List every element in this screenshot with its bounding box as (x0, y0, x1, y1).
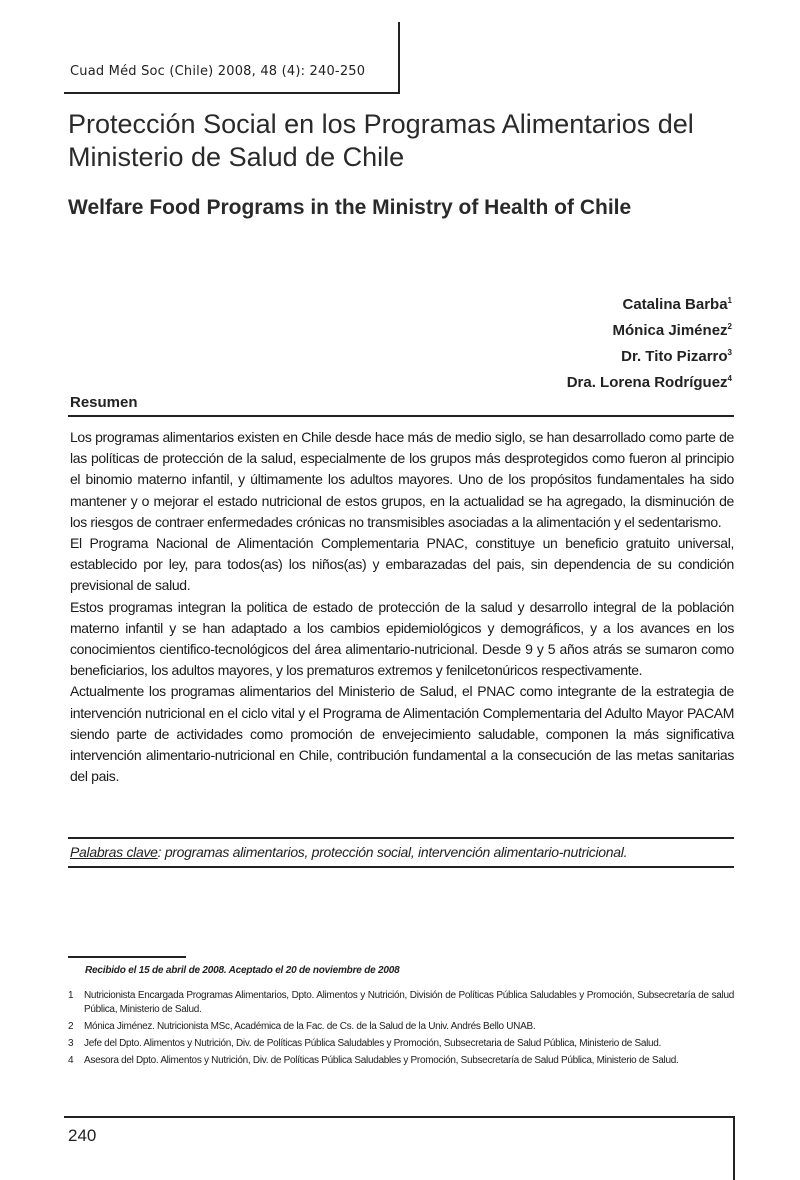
footnote: 4 Asesora del Dpto. Alimentos y Nutrición, Div. de Políticas Pública Saludables y Promoción, Subsecretaría de Salud Pública, Ministerio de Salud. (68, 1055, 679, 1066)
journal-reference: Cuad Méd Soc (Chile) 2008, 48 (4): 240-250 (70, 64, 366, 79)
abstract-bottom-rule (68, 837, 734, 839)
abstract-paragraph: El Programa Nacional de Alimentación Complementaria PNAC, constituye un beneficio gratuito universal, establecido por ley, para todos(as) los niños(as) y embarazadas del pais, sin dependencia de su condición previsional de salud. (70, 535, 734, 594)
abstract-body (70, 427, 734, 787)
footer-horizontal-rule (64, 1116, 734, 1118)
footnote: 3 Jefe del Dpto. Alimentos y Nutrición, Div. de Políticas Pública Saludables y Promoción, Subsecretaria de Salud Pública, Ministerio de Salud. (68, 1038, 662, 1049)
keywords-label: Palabras clave (70, 844, 158, 860)
keywords-text: : programas alimentarios, protección social, intervención alimentario-nutricional. (157, 844, 628, 860)
footnote: 2 Mónica Jiménez. Nutricionista MSc, Académica de la Fac. de Cs. de la Salud de la Univ. Andrés Bello UNAB. (68, 1021, 536, 1032)
footnotes (68, 989, 734, 1071)
author: Catalina Barba$^1$ (622, 296, 732, 313)
article-title-spanish: Protección Social en los Programas Alimentarios del Ministerio de Salud de Chile (68, 109, 694, 172)
abstract-paragraph: Actualmente los programas alimentarios del Ministerio de Salud, el PNAC como integrante de la estrategia de intervención nutricional en el ciclo vital y el Programa de Alimentación Complementaria del Adulto Mayor PACAM siendo parte de actividades como promoción de envejecimiento saludable, componen la más significativa intervención alimentario-nutricional en Chile, contribución fundamental a la consecución de las metas sanitarias del pais. (70, 683, 734, 785)
footnote: 1 Nutricionista Encargada Programas Alimentarios, Dpto. Alimentos y Nutrición, División de Políticas Pública Saludables y Promoción, Subsecretaría de salud Pública, Ministerio de Salud. (68, 990, 734, 1015)
received-accepted-dates: Recibido el 15 de abril de 2008. Aceptado el 20 de noviembre de 2008 (85, 965, 400, 976)
abstract-paragraph: Los programas alimentarios existen en Chile desde hace más de medio siglo, se han desarrollado como parte de las políticas de protección de la salud, especialmente de los grupos más desprotegidos como fueron al principio el binomio materno infantil, y últimamente los adultos mayores. Uno de los propósitos fundamentales ha sido mantener y o mejorar el estado nutricional de estos grupos, en la actualidad se ha agregado, la disminución de los riesgos de contraer enfermedades crónicas no transmisibles asociadas a la alimentación y el sedentarismo. (70, 429, 734, 530)
footnote-separator (68, 956, 186, 958)
header-horizontal-rule (64, 92, 400, 94)
page-number: 240 (68, 1126, 97, 1145)
keywords (70, 844, 627, 860)
author: Dra. Lorena Rodríguez$^4$ (566, 374, 732, 391)
article-title-english: Welfare Food Programs in the Ministry of Health of Chile (68, 196, 632, 219)
footer-vertical-rule (733, 1116, 735, 1180)
keywords-bottom-rule (68, 866, 734, 868)
abstract-heading: Resumen (70, 394, 138, 411)
abstract-paragraph: Estos programas integran la politica de estado de protección de la salud y desarrollo integral de la población materno infantil y se han adaptado a los cambios epidemiológicos y demográficos, y a los avances en los conocimientos cientifico-tecnológicos del área alimentario-nutricional. Desde 9 y 5 años atrás se sumaron como beneficiarios, los adultos mayores, y los prematuros extremos y fenilcetonúricos respectivamente. (70, 598, 734, 679)
author: Mónica Jiménez$^2$ (612, 322, 732, 339)
author: Dr. Tito Pizarro$^3$ (621, 348, 732, 365)
abstract-top-rule (68, 415, 734, 417)
author-list (567, 290, 732, 394)
header-vertical-rule (398, 22, 400, 94)
